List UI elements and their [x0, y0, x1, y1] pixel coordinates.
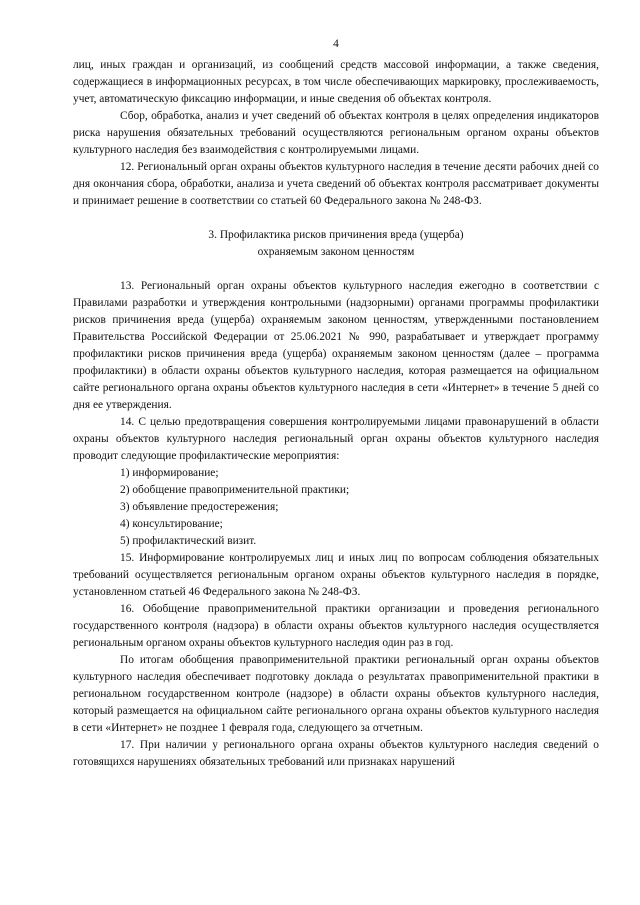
paragraph-13: 13. Региональный орган охраны объектов культурного наследия ежегодно в соответствии с Правилами разработки и утверждения контрольными (надзорными) органами программы профилактики рисков причинения вреда (ущерба) охраняемым законом ценностям, утвержденными постановлением Правительства Российской Федерации от 25.06.2021 № 990, разрабатывает и утверждает программу профилактики рисков причинения вреда (ущерба) охраняемым законом ценностям (далее – программа профилактики) в области охраны объектов культурного наследия, которая размещается на официальном сайте регионального органа охраны объектов культурного наследия в сети «Интернет» в течение 5 дней со дня ее утверждения. [73, 280, 599, 411]
section-title-line-1: 3. Профилактика рисков причинения вреда (ущерба) [208, 229, 464, 241]
measures-list [73, 465, 599, 550]
section-title-line-2: охраняемым законом ценностям [257, 246, 415, 258]
paragraph-16: 16. Обобщение правоприменительной практики организации и проведения регионального государственного контроля (надзора) в области охраны объектов культурного наследия осуществляется региональным органом охраны объектов культурного наследия один раз в год. [73, 603, 599, 649]
paragraph-data-collection: Сбор, обработка, анализ и учет сведений об объектах контроля в целях определения индикаторов риска нарушения обязательных требований осуществляются региональным органом охраны объектов культурного наследия без взаимодействия с контролируемыми лицами. [73, 110, 599, 156]
paragraph-16-results: По итогам обобщения правоприменительной практики региональный орган охраны объектов культурного наследия обеспечивает подготовку доклада о результатах правоприменительной практики в региональном государственном контроле (надзоре) в области охраны объектов культурного наследия, который размещается на официальном сайте регионального органа охраны объектов культурного наследия в сети «Интернет» не позднее 1 февраля года, следующего за отчетным. [73, 654, 599, 734]
page-number: 4 [333, 38, 339, 50]
paragraph-12: 12. Региональный орган охраны объектов культурного наследия в течение десяти рабочих дней со дня окончания сбора, обработки, анализа и учета сведений об объектах контроля рассматривает документы и принимает решение в соответствии со статьей 60 Федерального закона № 248-ФЗ. [73, 161, 599, 207]
list-item: 5) профилактический визит. [120, 535, 257, 547]
paragraph-sources-continuation: лиц, иных граждан и организаций, из сообщений средств массовой информации, а также сведения, содержащиеся в информационных ресурсах, в том числе обеспечивающих маркировку, прослеживаемость, учет, автоматическую фиксацию информации, и иные сведения об объектах контроля. [73, 59, 599, 105]
section-title [73, 227, 599, 261]
list-item: 4) консультирование; [120, 518, 223, 530]
paragraph-15: 15. Информирование контролируемых лиц и иных лиц по вопросам соблюдения обязательных требований осуществляется региональным органом охраны объектов культурного наследия в порядке, установленном статьей 46 Федерального закона № 248-ФЗ. [73, 552, 599, 598]
paragraph-17: 17. При наличии у регионального органа охраны объектов культурного наследия сведений о готовящихся нарушениях обязательных требований или признаках нарушений [73, 739, 599, 768]
list-item: 3) объявление предостережения; [120, 501, 279, 513]
list-item: 2) обобщение правоприменительной практики; [120, 484, 350, 496]
paragraph-14: 14. С целью предотвращения совершения контролируемыми лицами правонарушений в области охраны объектов культурного наследия региональный орган охраны объектов культурного наследия проводит следующие профилактические мероприятия: [73, 416, 599, 462]
list-item: 1) информирование; [120, 467, 219, 479]
document-page [73, 36, 599, 771]
